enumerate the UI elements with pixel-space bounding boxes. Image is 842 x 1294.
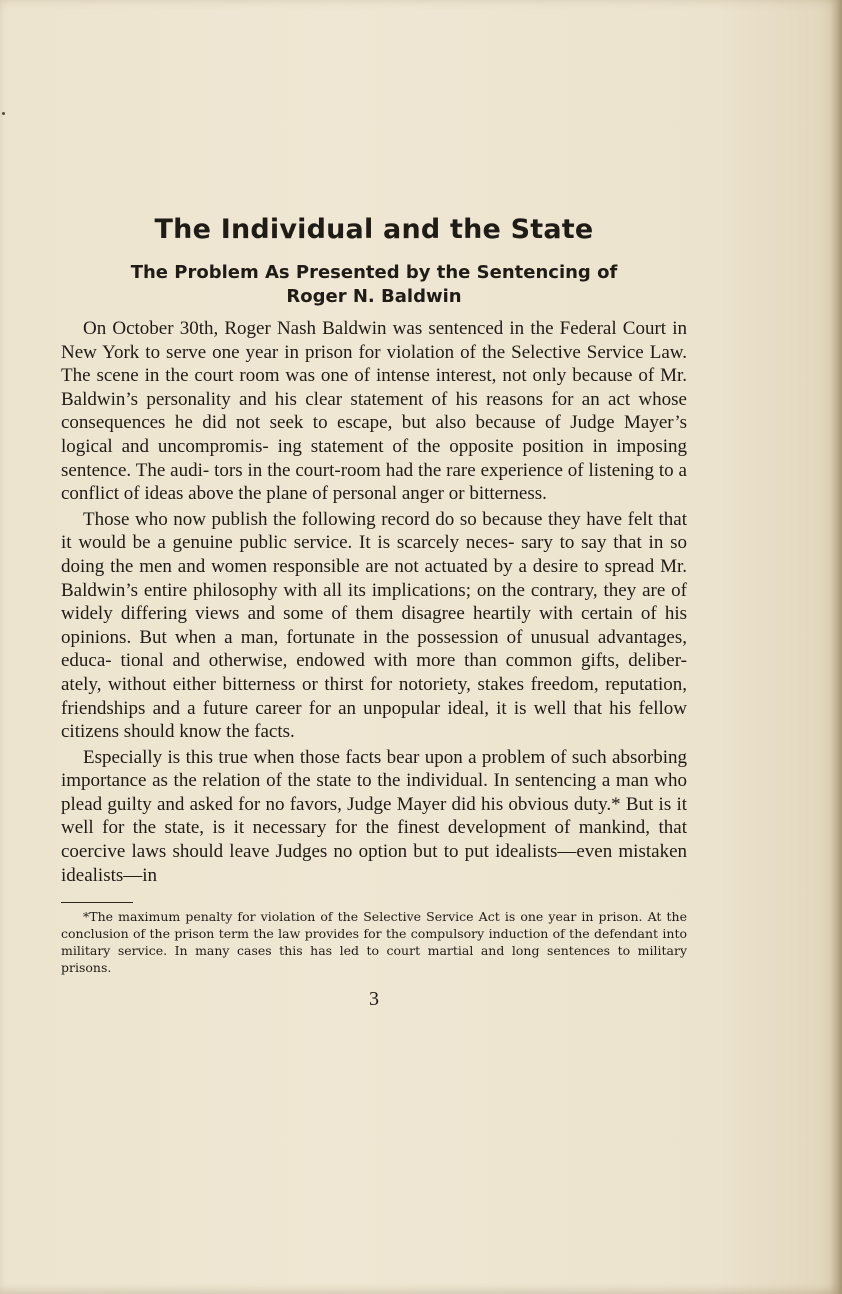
page-content [61, 214, 687, 1011]
paragraph-3: Especially is this true when those facts bear upon a problem of such absorbing importance as the relation of the state to the individual. In sentencing a man who plead guilty and asked for no favors, Judge Mayer did his obvious duty.* But is it well for the state, is it necessary for the finest development of mankind, that coercive laws should leave Judges no option but to put idealists—even mistaken idealists—in [61, 746, 687, 886]
ink-speck [2, 112, 5, 115]
document-subtitle [61, 261, 687, 309]
subtitle-line-2: Roger N. Baldwin [286, 286, 462, 307]
footnote: *The maximum penalty for violation of the Selective Service Act is one year in prison. At the conclusion of the prison term the law provides for the compulsory induction of the defendant into military service. In many cases this has led to court martial and long sentences to military prisons. [61, 909, 687, 976]
page-edge-shadow [830, 0, 842, 1294]
page-number: 3 [369, 988, 379, 1011]
footnote-divider [61, 902, 133, 903]
document-title: The Individual and the State [154, 214, 594, 245]
paragraph-1: On October 30th, Roger Nash Baldwin was sentenced in the Federal Court in New York to serve one year in prison for violation of the Selective Service Law. The scene in the court room was one of intense interest, not only because of Mr. Baldwin’s personality and his clear statement of his reasons for an act whose consequences he did not seek to escape, but also because of Judge Mayer’s logical and uncompromis- ing statement of the opposite position in imposing sentence. The audi- tors in the court-room had the rare experience of listening to a conflict of ideas above the plane of personal anger or bitterness. [61, 318, 687, 505]
subtitle-line-1: The Problem As Presented by the Sentencing of [130, 262, 618, 283]
paragraph-2: Those who now publish the following record do so because they have felt that it would be a genuine public service. It is scarcely neces- sary to say that in so doing the men and women responsible are not actuated by a desire to spread Mr. Baldwin’s entire philosophy with all its implications; on the contrary, they are of widely differing views and some of them disagree heartily with certain of his opinions. But when a man, fortunate in the possession of unusual advantages, educa- tional and otherwise, endowed with more than common gifts, deliber- ately, without either bitterness or thirst for notoriety, stakes freedom, reputation, friendships and a future career for an unpopular ideal, it is well that his fellow citizens should know the facts. [61, 508, 687, 743]
